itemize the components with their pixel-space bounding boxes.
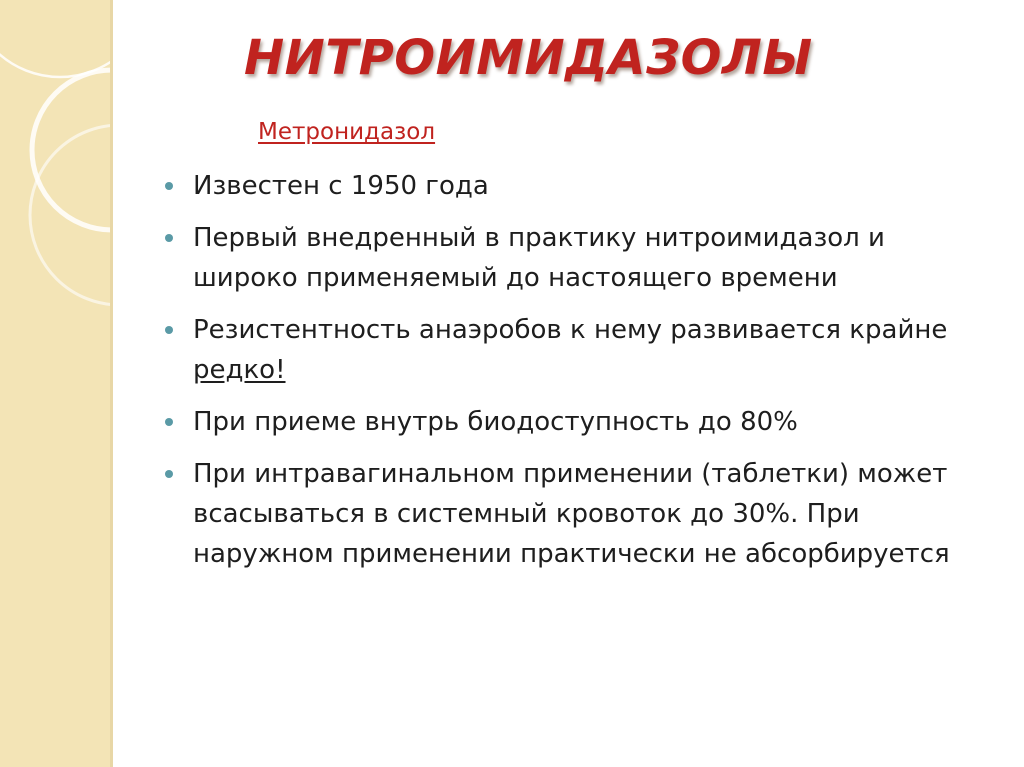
bullet-list xyxy=(163,166,993,586)
bullet-text: Известен с 1950 года xyxy=(193,171,489,201)
bullet-text: При интравагинальном применении (таблетки) может всасываться в системный кровоток до 30%. При наружном применении практически не абсорбируется xyxy=(193,459,950,569)
bullet-emphasis-text: редко! xyxy=(193,355,286,385)
bullet-item xyxy=(163,454,993,574)
side-band-edge xyxy=(110,0,113,767)
bullet-text: Резистентность анаэробов к нему развивается крайне xyxy=(193,315,948,345)
slide-subtitle: Метронидазол xyxy=(258,119,436,145)
decorative-side-band xyxy=(0,0,113,767)
bullet-dot-icon xyxy=(165,470,173,478)
bullet-text: Первый внедренный в практику нитроимидазол и широко применяемый до настоящего времени xyxy=(193,223,885,293)
bullet-item xyxy=(163,218,993,298)
bullet-dot-icon xyxy=(165,418,173,426)
bullet-item xyxy=(163,310,993,390)
bullet-item xyxy=(163,166,993,206)
bullet-dot-icon xyxy=(165,182,173,190)
bullet-dot-icon xyxy=(165,234,173,242)
decorative-circles xyxy=(0,0,113,767)
bullet-text: При приеме внутрь биодоступность до 80% xyxy=(193,407,798,437)
slide-title: НИТРОИМИДАЗОЛЫ xyxy=(244,30,813,86)
bullet-dot-icon xyxy=(165,326,173,334)
bullet-item xyxy=(163,402,993,442)
